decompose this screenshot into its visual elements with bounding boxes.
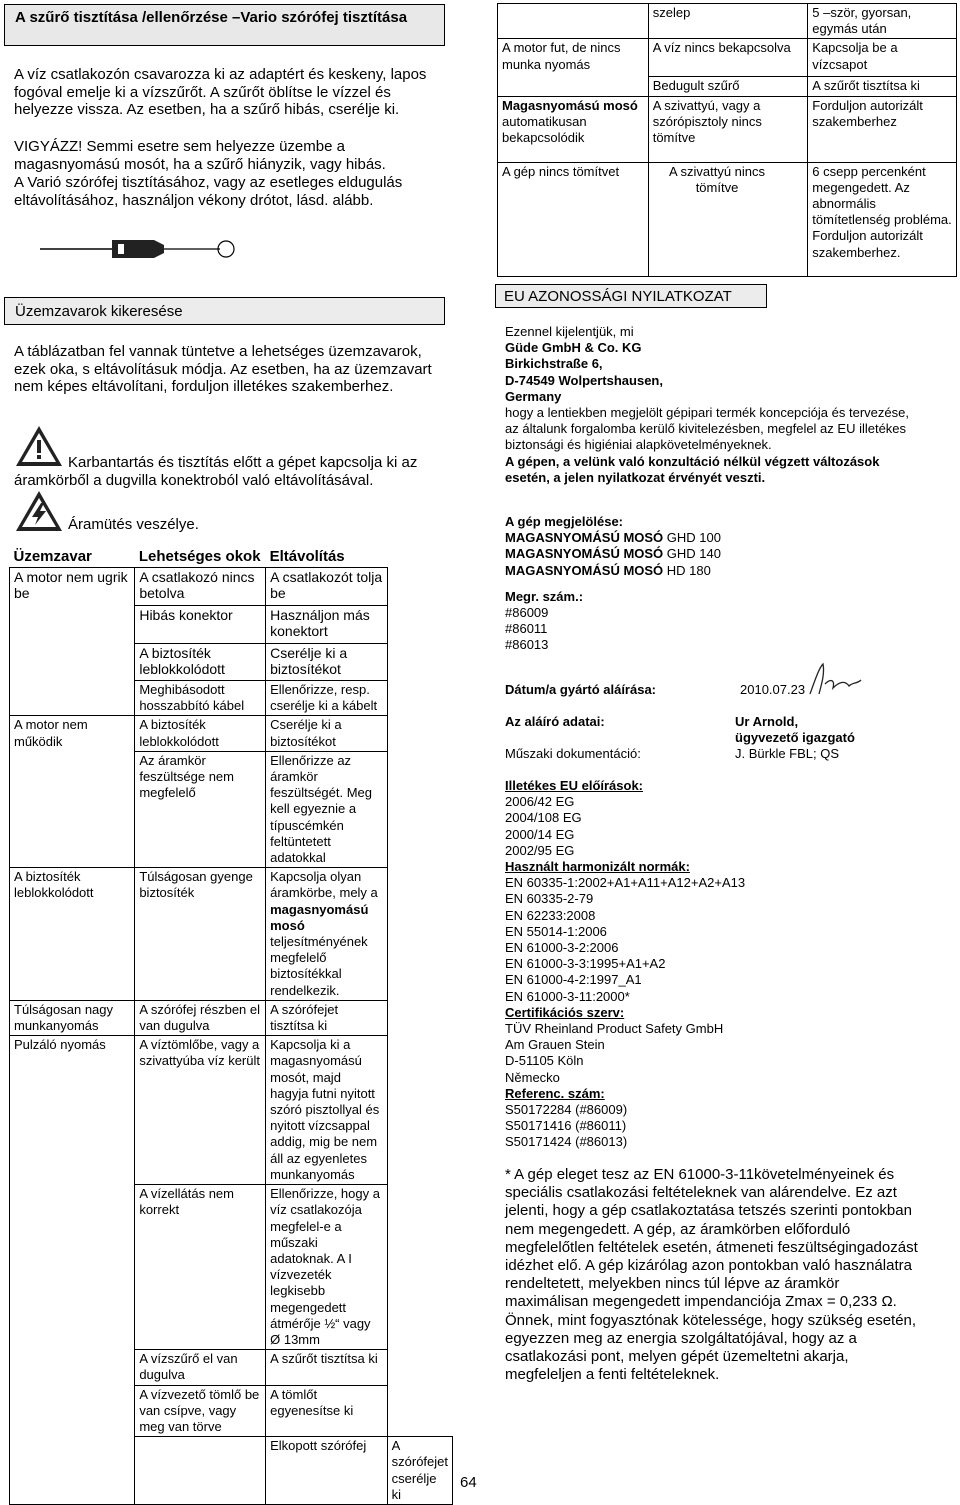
filter-warning-paragraph: VIGYÁZZ! Semmi esetre sem helyezze üzembe a magasnyomású mosót, ha a szűrő hiányzik, vagy hibás. (14, 138, 386, 173)
table-cell: A szórófejet tisztítsa ki (266, 1000, 388, 1035)
harmonized-standard: EN 62233:2008 (505, 907, 596, 923)
table-cell: A víztömlőbe, vagy a szivattyúba víz került (135, 1036, 266, 1185)
eu-directive: 2002/95 EG (505, 842, 575, 858)
order-number-label: Megr. szám.: (505, 588, 584, 604)
emc-footnote: * A gép eleget tesz az EN 61000-3-11követelményeinek és speciális csatlakozási feltételeknek van alárendelve. Ez azt jelenti, hogy a gép csatlakoztatása tetszés szerinti pontokban nem megengedett. A gép, az áramkörben előforduló megfelelőtlen feltételek esetén, átmeneti feszültségingadozást idézhet elő. A gép kizárólag azon pontokban való használatra rendeltetett, melyekben nincs túl lépve az áramkör maximálisan megengedett impendanciója Zmax = 0,233 Ω. Önnek, mint fogyasztónak kötelessége, hogy szükség esetén, egyezzen meg az energia szolgáltatójával, hogy az a csatlakozási pont, melyen gépét üzemeltetni akarja, megfeleljen a fenti feltételeknek. (505, 1166, 918, 1384)
eu-directive: 2000/14 EG (505, 826, 575, 842)
table-row (498, 162, 957, 276)
declaration-body-bold: A gépen, a velünk való konzultáció nélkül végzett változások esetén, a jelen nyilatkozat érvényét veszti. (505, 453, 880, 485)
table-cell: A csatlakozó nincs betolva (135, 568, 266, 606)
harmonized-standard: EN 61000-4-2:1997_A1 (505, 972, 642, 988)
machine-line: MAGASNYOMÁSÚ MOSÓ GHD 140 (505, 546, 721, 562)
order-number: #86013 (505, 637, 549, 653)
table-row (498, 96, 957, 162)
table-cell: Meghibásodott hosszabbító kábel (135, 681, 266, 716)
table-cell: A biztosíték leblokkolódott (135, 644, 266, 681)
date-value: 2010.07.23 (740, 682, 806, 697)
order-number: #86011 (505, 621, 548, 637)
declaration-body: hogy a lentiekben megjelölt gépipari termék koncepciója és tervezése, az általunk forgalomba kerülő kivitelezésben, megfelel az EU illetékes biztonsági és higiéniai alapkövetelményeknek. (505, 405, 909, 453)
table-row (10, 568, 453, 606)
reference-number: S50172284 (#86009) (505, 1102, 628, 1118)
table-cell: Kapcsolja ki a magasnyomású mosót, majd hagyja futni nyitott szóró pisztollyal és nyitott vízcsappal addig, mig be nem áll az egyenletes munkanyomás (266, 1036, 388, 1185)
table-cell: Pulzáló nyomás (10, 1036, 135, 1505)
table-cell: Cserélje ki a biztosítékot (266, 644, 388, 681)
order-number: #86009 (505, 605, 549, 621)
reference-number-label: Referenc. szám: (505, 1085, 605, 1101)
table-cell: Az áramkör feszültsége nem megfelelő (135, 751, 266, 867)
filter-cleaning-heading: A szűrő tisztítása /ellenőrzése –Vario szórófej tisztítása (4, 4, 445, 46)
table-cell: A biztosíték leblokkolódott (10, 868, 135, 1001)
certification-body-label: Certifikációs szerv: (505, 1004, 625, 1020)
table-cell: A szórófej részben el van dugulva (135, 1000, 266, 1035)
table-cell: A gép nincs tömítvet (498, 162, 649, 276)
troubleshooting-table-continued (497, 3, 957, 277)
company-country: Germany (505, 388, 562, 404)
table-header-row (10, 547, 453, 568)
table-cell: Ellenőrizze, resp. cserélje ki a kábelt (266, 681, 388, 716)
table-row (10, 716, 453, 751)
table-cell: A motor fut, de nincs munka nyomás (498, 39, 649, 96)
tech-doc-value: J. Bürkle FBL; QS (735, 746, 840, 761)
table-cell: Használjon más konektort (266, 606, 388, 644)
table-cell: Magasnyomású mosó automatikusan bekapcsolódik (498, 96, 649, 162)
table-cell: A víz nincs bekapcsolva (648, 39, 808, 77)
reference-number: S50171424 (#86013) (505, 1134, 628, 1150)
table-cell: A tömlőt egyenesítse ki (266, 1385, 388, 1437)
table-cell: A biztosíték leblokkolódott (135, 716, 266, 751)
table-cell: Kapcsolja olyan áramkörbe, mely a magasnyomású mosó teljesítményének megfelelő biztosítékkal rendelkezik. (266, 868, 388, 1001)
table-row (10, 868, 453, 1001)
table-cell: Hibás konektor (135, 606, 266, 644)
signature-image (805, 660, 865, 700)
table-cell: Cserélje ki a biztosítékot (266, 716, 388, 751)
machine-line: MAGASNYOMÁSÚ MOSÓ GHD 100 (505, 530, 721, 546)
signer-value: Ur Arnold, ügyvezető igazgató (735, 714, 855, 746)
eu-declaration-heading: EU AZONOSSÁGI NYILATKOZAT (495, 284, 767, 308)
table-cell: A vízszűrő el van dugulva (135, 1350, 266, 1385)
certification-line: D-51105 Köln (505, 1053, 584, 1069)
eu-directives-label: Illetékes EU előírások: (505, 778, 644, 793)
machine-line: MAGASNYOMÁSÚ MOSÓ HD 180 (505, 562, 711, 578)
table-cell: A csatlakozót tolja be (266, 568, 388, 606)
harmonized-standards-label: Használt harmonizált normák: (505, 859, 690, 875)
certification-line: Am Grauen Stein (505, 1037, 605, 1053)
machine-designation-label: A gép megjelölése: (505, 514, 623, 529)
troubleshooting-intro: A táblázatban fel vannak tüntetve a lehetséges üzemzavarok, ezek oka, s eltávolításuk módja. Az esetben, ha az üzemzavart nem képes eltávolítani, forduljon illetékes szakemberhez. (14, 343, 432, 395)
filter-paragraph-1: A víz csatlakozón csavarozza ki az adaptért és keskeny, lapos fogóval emelje ki a vízszűrőt. A szűrőt öblítse le vízzel és helyezze vissza. Az esetben, ha a szűrő hibás, cserélje ki. (14, 66, 427, 118)
table-cell: A szűrőt tisztítsa ki (266, 1350, 388, 1385)
table-cell: 5 –ször, gyorsan, egymás után (808, 4, 957, 39)
table-cell: A szűrőt tisztítsa ki (808, 77, 957, 96)
date-signature-label: Dátum/a gyártó aláírása: (505, 682, 657, 697)
declaration-intro: Ezennel kijelentjük, mi (505, 324, 634, 339)
table-cell: A vízvezető tömlő be van csípve, vagy meg van törve (135, 1385, 266, 1437)
column-header: Üzemzavar (10, 547, 135, 568)
harmonized-standard: EN 61000-3-3:1995+A1+A2 (505, 956, 666, 972)
table-cell: Túlságosan gyenge biztosíték (135, 868, 266, 1001)
table-cell: A szórófejet cserélje ki (387, 1437, 452, 1505)
certification-line: TÜV Rheinland Product Safety GmbH (505, 1021, 724, 1037)
table-cell: Ellenőrizze az áramkör feszültségét. Meg kell egyeznie a típuscémkén feltüntetett adatokkal (266, 751, 388, 867)
table-cell (498, 4, 649, 39)
table-cell: Kapcsolja be a vízcsapot (808, 39, 957, 77)
company-street: Birkichstraße 6, (505, 356, 603, 372)
table-row (10, 1036, 453, 1185)
table-row (10, 1000, 453, 1035)
signer-label: Az aláíró adatai: (505, 714, 605, 729)
table-row (498, 39, 957, 77)
column-header: Eltávolítás (266, 547, 388, 568)
company-city: D-74549 Wolpertshausen, (505, 372, 663, 388)
nozzle-cleaning-paragraph: A Varió szórófej tisztításához, vagy az esetleges eldugulás eltávolításához, használjon vékony drótot, lásd. alább. (14, 174, 403, 209)
table-cell: Forduljon autorizált szakemberhez (808, 96, 957, 162)
harmonized-standard: EN 61000-3-11:2000* (505, 988, 630, 1004)
harmonized-standard: EN 60335-2-79 (505, 891, 594, 907)
eu-declaration-block (505, 324, 925, 486)
table-cell: A szivattyú nincs tömítve (648, 162, 808, 276)
table-cell (135, 1437, 266, 1505)
column-header: Lehetséges okok (135, 547, 266, 568)
eu-directive: 2004/108 EG (505, 810, 582, 826)
table-cell: A motor nem működik (10, 716, 135, 868)
table-row (498, 4, 957, 39)
electric-shock-warning-icon (14, 489, 64, 533)
table-cell: Túlságosan nagy munkanyomás (10, 1000, 135, 1035)
table-cell: Bedugult szűrő (648, 77, 808, 96)
harmonized-standard: EN 60335-1:2002+A1+A11+A12+A2+A13 (505, 875, 746, 891)
machine-designation-block (505, 514, 925, 654)
table-cell: A motor nem ugrik be (10, 568, 135, 716)
troubleshooting-table (9, 547, 453, 1505)
certification-line: Německo (505, 1069, 560, 1085)
table-cell: szelep (648, 4, 808, 39)
page-number: 64 (460, 1474, 477, 1491)
troubleshooting-heading: Üzemzavarok kikeresése (4, 297, 445, 325)
harmonized-standard: EN 61000-3-2:2006 (505, 940, 619, 956)
reference-number: S50171416 (#86011) (505, 1118, 627, 1134)
electric-shock-warning-text: Áramütés veszélye. (68, 516, 199, 533)
table-cell: 6 csepp percenként megengedett. Az abnormális tömítetlenség probléma. Forduljon autorizált szakemberhez. (808, 162, 957, 276)
nozzle-cleaning-wire-illustration (40, 232, 240, 268)
company-name: Güde GmbH & Co. KG (505, 340, 642, 356)
table-cell: Ellenőrizze, hogy a víz csatlakozója megfelel-e a műszaki adatoknak. A I vízvezeték legkisebb megengedett átmérője ½“ vagy Ø 13mm (266, 1185, 388, 1350)
harmonized-standard: EN 55014-1:2006 (505, 923, 607, 939)
maintenance-warning-text: Karbantartás és tisztítás előtt a gépet kapcsolja ki az áramkörből a dugvilla konektroból való eltávolításával. (14, 454, 418, 489)
table-cell: Elkopott szórófej (266, 1437, 388, 1505)
eu-directive: 2006/42 EG (505, 794, 575, 810)
table-cell: A szivattyú, vagy a szórópisztoly nincs tömítve (648, 96, 808, 162)
standards-block (505, 778, 925, 1151)
tech-doc-label: Műszaki dokumentáció: (505, 746, 641, 761)
table-cell: A vízellátás nem korrekt (135, 1185, 266, 1350)
